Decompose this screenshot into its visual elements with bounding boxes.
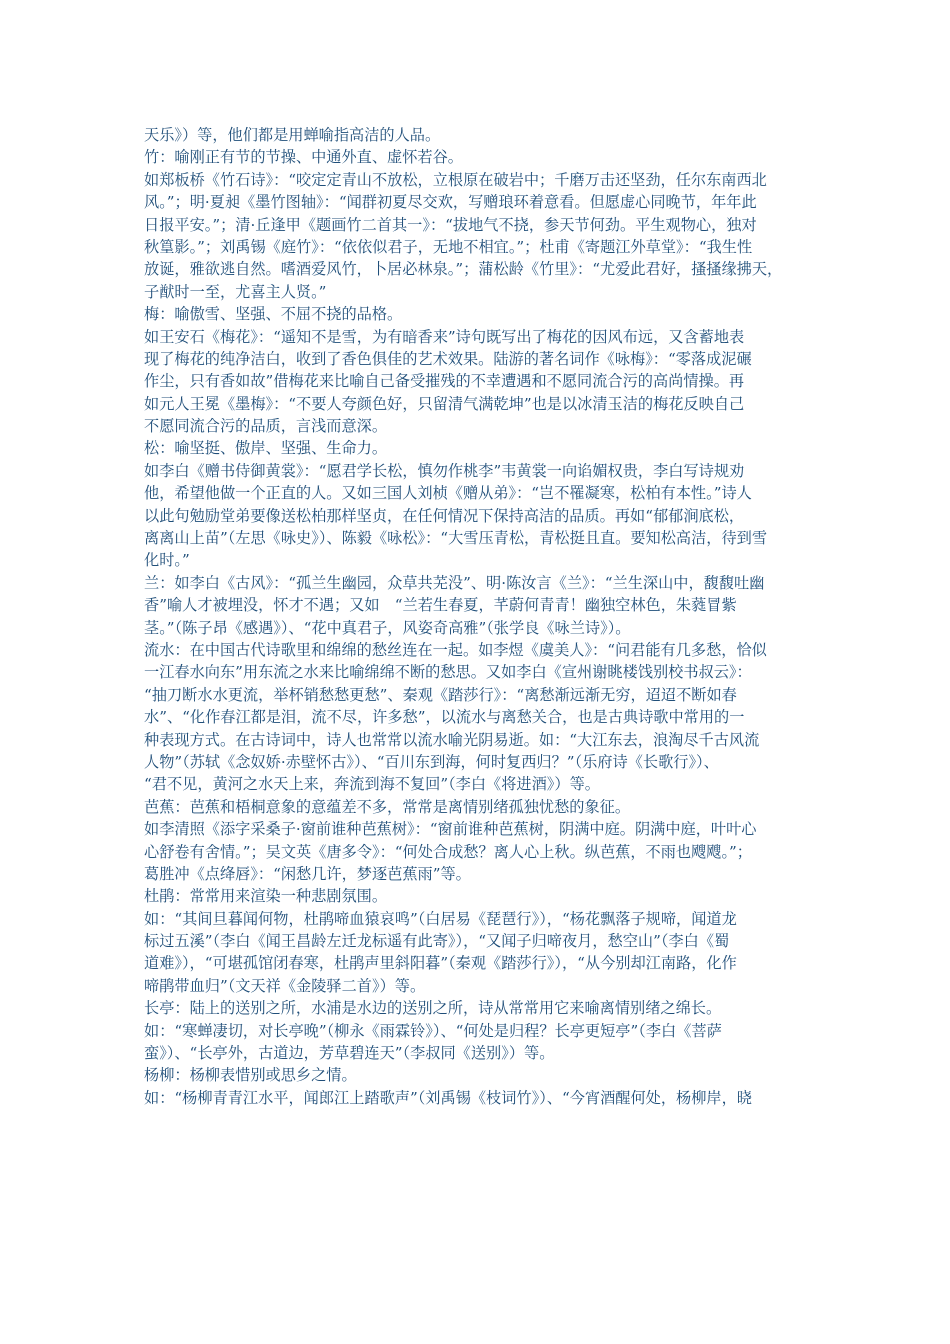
text-line: 不愿同流合污的品质，言浅而意深。 bbox=[144, 417, 387, 436]
text-line: 现了梅花的纯净洁白，收到了香色俱佳的艺术效果。陆游的著名词作《咏梅》：“零落成泥碾 bbox=[144, 349, 752, 368]
text-line: 如李白《赠书侍御黄裳》：“愿君学长松，慎勿作桃李”韦黄裳一向谄媚权贵，李白写诗规劝 bbox=[144, 461, 745, 480]
text-line: 化时。” bbox=[144, 551, 190, 570]
text-line: 天乐》）等，他们都是用蝉喻指高洁的人品。 bbox=[144, 126, 441, 144]
text-line: 竹：喻刚正有节的节操、中通外直、虚怀若谷。 bbox=[144, 148, 463, 167]
text-line: 香”喻人才被埋没，怀才不遇；又如 “兰若生春夏，芊蔚何青青！幽独空林色，朱蕤冒紫 bbox=[144, 596, 737, 615]
text-line: 如：“杨柳青青江水平，闻郎江上踏歌声”（刘禹锡《枝词竹》）、“今宵酒醒何处，杨柳岸，晓 bbox=[144, 1088, 752, 1107]
text-line: 兰：如李白《古风》：“孤兰生幽园，众草共芜没”、明·陈汝言《兰》：“兰生深山中，馥馥吐幽 bbox=[144, 573, 765, 592]
text-line: 茎。”（陈子昂《感遇》）、“花中真君子，风姿奇高雅”（张学良《咏兰诗》）。 bbox=[144, 618, 631, 637]
text-line: 梅：喻傲雪、坚强、不屈不挠的品格。 bbox=[144, 305, 403, 324]
document-body bbox=[144, 124, 812, 1109]
text-line: 杜鹃：常常用来渲染一种悲剧氛围。 bbox=[144, 887, 387, 906]
text-line: 如李清照《添字采桑子·窗前谁种芭蕉树》：“窗前谁种芭蕉树，阴满中庭。阴满中庭，叶叶心 bbox=[144, 820, 757, 839]
text-line: 长亭：陆上的送别之所，水浦是水边的送别之所，诗从常常用它来喻离情别绪之绵长。 bbox=[144, 999, 722, 1018]
text-line: 放诞，雅欲逃自然。嗜酒爱风竹，卜居必林泉。”；蒲松龄《竹里》：“尤爱此君好，搔搔缘拂天， bbox=[144, 260, 783, 279]
text-line: 蛮》）、“长亭外，古道边，芳草碧连天”（李叔同《送别》）等。 bbox=[144, 1044, 555, 1063]
text-line: 人物”（苏轼《念奴娇·赤壁怀古》）、“百川东到海，何时复西归？”（乐府诗《长歌行》）、 bbox=[144, 752, 719, 771]
text-line: 流水：在中国古代诗歌里和绵绵的愁丝连在一起。如李煜《虞美人》：“问君能有几多愁，恰似 bbox=[144, 640, 767, 659]
text-line: 标过五溪”（李白《闻王昌龄左迁龙标遥有此寄》），“又闻子归啼夜月，愁空山”（李白《蜀 bbox=[144, 932, 730, 951]
text-line: 子猷时一至，尤喜主人贤。” bbox=[144, 282, 327, 301]
text-line: 以此句勉励堂弟要像送松柏那样坚贞，在任何情况下保持高洁的品质。再如“郁郁涧底松， bbox=[144, 506, 745, 525]
text-line: 风。”；明·夏昶《墨竹图轴》：“闻群初夏尽交欢，写赠琅环着意看。但愿虚心同晚节，年年此 bbox=[144, 193, 757, 212]
text-line: 道难》），“可堪孤馆闭春寒，杜鹃声里斜阳暮”（秦观《踏莎行》），“从今别却江南路，化作 bbox=[144, 954, 737, 973]
text-line: 水”、“化作春江都是泪，流不尽，许多愁”，以流水与离愁关合，也是古典诗歌中常用的一 bbox=[144, 708, 745, 727]
text-line: 秋篁影。”；刘禹锡《庭竹》：“依依似君子，无地不相宜。”；杜甫《寄题江外草堂》：“我生性 bbox=[144, 237, 753, 256]
text-line: 松：喻坚挺、傲岸、坚强、生命力。 bbox=[144, 439, 387, 458]
text-line: 葛胜冲《点绛唇》：“闲愁几许，梦逐芭蕉雨”等。 bbox=[144, 864, 471, 883]
text-line: 啼鹃带血归”（文天祥《金陵驿二首》）等。 bbox=[144, 976, 426, 995]
text-line: 心舒卷有舍情。”；吴文英《唐多令》：“何处合成愁？离人心上秋。纵芭蕉，不雨也飕飕。”； bbox=[144, 842, 752, 861]
text-line: “抽刀断水水更流，举杯销愁愁更愁”、秦观《踏莎行》：“离愁渐远渐无穷，迢迢不断如春 bbox=[144, 685, 737, 704]
text-line: 如：“寒蝉凄切，对长亭晚”（柳永《雨霖铃》）、“何处是归程？长亭更短亭”（李白《菩萨 bbox=[144, 1021, 722, 1040]
text-line: 作尘，只有香如故”借梅花来比喻自己备受摧残的不幸遭遇和不愿同流合污的高尚情操。再 bbox=[144, 372, 745, 391]
text-line: 杨柳：杨柳表惜别或思乡之情。 bbox=[144, 1066, 357, 1085]
text-line: 如：“其间旦暮闻何物，杜鹃啼血猿哀鸣”（白居易《琵琶行》），“杨花飘落子规啼，闻道龙 bbox=[144, 909, 737, 928]
text-line: 一江春水向东”用东流之水来比喻绵绵不断的愁思。又如李白《宣州谢眺楼饯别校书叔云》： bbox=[144, 663, 752, 682]
text-line: 离离山上苗”（左思《咏史》）、陈毅《咏松》：“大雪压青松，青松挺且直。要知松高洁，待到雪 bbox=[144, 529, 768, 548]
text-line: 如王安石《梅花》：“遥知不是雪，为有暗香来”诗句既写出了梅花的因风布远，又含蓄地表 bbox=[144, 327, 745, 346]
text-line: 如郑板桥《竹石诗》：“咬定定青山不放松，立根原在破岩中；千磨万击还坚劲，任尔东南西北 bbox=[144, 170, 767, 189]
text-line: 日报平安。”；清·丘逢甲《题画竹二首其一》：“拔地气不挠，参天节何劲。平生观物心，独对 bbox=[144, 215, 757, 234]
text-line: 他，希望他做一个正直的人。又如三国人刘桢《赠从弟》：“岂不罹凝寒，松柏有本性。”诗人 bbox=[144, 484, 752, 503]
text-line: 芭蕉：芭蕉和梧桐意象的意蕴差不多，常常是离情别绪孤独忧愁的象征。 bbox=[144, 797, 630, 816]
text-line: “君不见，黄河之水天上来，奔流到海不复回”（李白《将进酒》）等。 bbox=[144, 775, 600, 794]
text-line: 种表现方式。在古诗词中，诗人也常常以流水喻光阴易逝。如：“大江东去，浪淘尽千古风流 bbox=[144, 730, 760, 749]
text-line: 如元人王冕《墨梅》：“不要人夸颜色好，只留清气满乾坤”也是以冰清玉洁的梅花反映自己 bbox=[144, 394, 745, 413]
